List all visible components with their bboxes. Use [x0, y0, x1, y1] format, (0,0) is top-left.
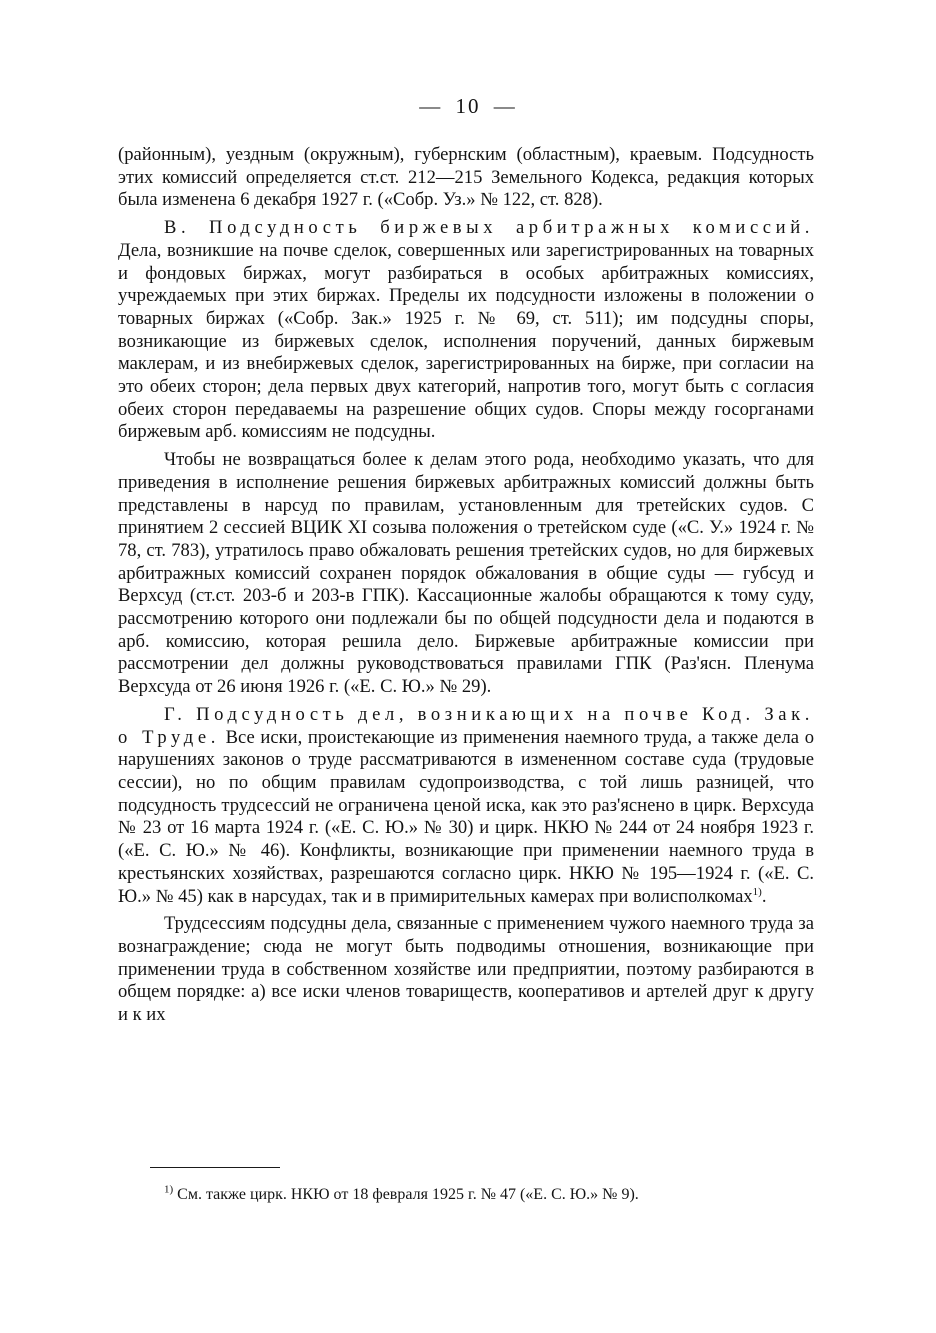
paragraph-labour-code: Г. Подсудность дел, возникающих на почве Код. Зак. о Труде. Все иски, проистекающие из применения наемного труда, а также дела о нарушениях законов о труде рассматриваются в измененном составе суда (трудовые сессии), но по общим правилам судопроизводства, с той лишь разницей, что подсудность трудсессий не ограничена ценой иска, как это раз'яснено в цирк. Верхсуда № 23 от 16 марта 1924 г. («Е. С. Ю.» № 30) и цирк. НКЮ № 244 от 24 ноября 1923 г. («Е. С. Ю.» № 46). Конфликты, возникающие при применении наемного труда в крестьянских хозяйствах, разрешаются согласно цирк. НКЮ № 195—1924 г. («Е. С. Ю.» № 45) как в нарсудах, так и в примирительных камерах при волисполкомах$^{1)}$. [118, 703, 815, 907]
paragraph-labour-sessions: Трудсессиям подсудны дела, связанные с применением чужого наемного труда за вознаграждение; сюда не могут быть подводимы отношения, возникающие при применении труда в собственном хозяйстве или предприятии, поэтому разбираются в общем порядке: а) все иски членов товариществ, кооперативов и артелей друг к другу и к их [118, 913, 814, 1026]
footnote-marker: 1) [164, 1183, 174, 1196]
footnote [164, 1185, 814, 1205]
footnote-text: См. также цирк. НКЮ от 18 февраля 1925 г. № 47 («Е. С. Ю.» № 9). [177, 1186, 639, 1203]
footnote-reference: 1) [752, 885, 762, 898]
paragraph-continuation: (районным), уездным (окружным), губернским (областным), краевым. Подсудность этих комиссий определяется ст.ст. 212—215 Земельного Кодекса, редакция которых была изменена 6 декабря 1927 г. («Собр. Уз.» № 122, ст. 828). [118, 144, 814, 211]
paragraph-text: Дела, возникшие на почве сделок, совершенных или зарегистрированных на товарных и фондовых биржах, могут разбираться в особых арбитражных комиссиях, учреждаемых при этих биржах. Пределы их подсудности изложены в положении о товарных биржах («Собр. Зак.» 1925 г. № 69, ст. 511); им подсудны споры, возникающие из биржевых сделок, исполнения поручений, данных биржевым маклерам, и из внебиржевых сделок, зарегистрированных на бирже, при согласии на это обеих сторон; дела первых двух категорий, напротив того, могут быть с согласия обеих сторон передаваемы на разрешение общих судов. Споры между госорганами биржевым арб. комиссиям не подсудны. [118, 239, 814, 443]
paragraph-text: Все иски, проистекающие из применения наемного труда, а также дела о нарушениях законов о труде рассматриваются в измененном составе суда (трудовые сессии), но по общим правилам судопроизводства, с той лишь разницей, что подсудность трудсессий не ограничена ценой иска, как это раз'яснено в цирк. Верхсуда № 23 от 16 марта 1924 г. («Е. С. Ю.» № 30) и цирк. НКЮ № 244 от 24 ноября 1923 г. («Е. С. Ю.» № 46). Конфликты, возникающие при применении наемного труда в крестьянских хозяйствах, разрешаются согласно цирк. НКЮ № 195—1924 г. («Е. С. Ю.» № 45) как в нарсудах, так и в примирительных камерах при волисполкомах [118, 726, 815, 907]
section-heading-exchange-arbitration: В. Подсудность биржевых арбитражных комиссий. [164, 217, 814, 239]
paragraph-enforcement: Чтобы не возвращаться более к делам этого рода, необходимо указать, что для приведения в исполнение решения биржевых арбитражных комиссий должны быть представлены в нарсуд по правилам, установленным для третейских судов. С принятием 2 сессией ВЦИК XI созыва положения о третейском суде («С. У.» 1924 г. № 78, ст. 783), утратилось право обжаловать решения третейских судов, но для биржевых арбитражных комиссий сохранен порядок обжалования в общие суды — губсуд и Верхсуд (ст.ст. 203-б и 203-в ГПК). Кассационные жалобы обращаются к тому суду, рассмотрению которого они подлежали бы по общей подсудности дела и подаются в арб. комиссию, которая решила дело. Биржевые арбитражные комиссии при рассмотрении дел должны руководствоваться правилами ГПК (Раз'ясн. Пленума Верхсуда от 26 июня 1926 г. («Е. С. Ю.» № 29). [118, 449, 814, 698]
page-number: — 10 — [419, 94, 517, 118]
paragraph-exchange-arbitration [118, 217, 814, 444]
section-heading-labour-code: Г. Подсудность дел, возникающих на почве Код. Зак. о Труде. [118, 703, 814, 748]
footnote-divider [150, 1167, 280, 1168]
body-text [118, 144, 814, 1027]
